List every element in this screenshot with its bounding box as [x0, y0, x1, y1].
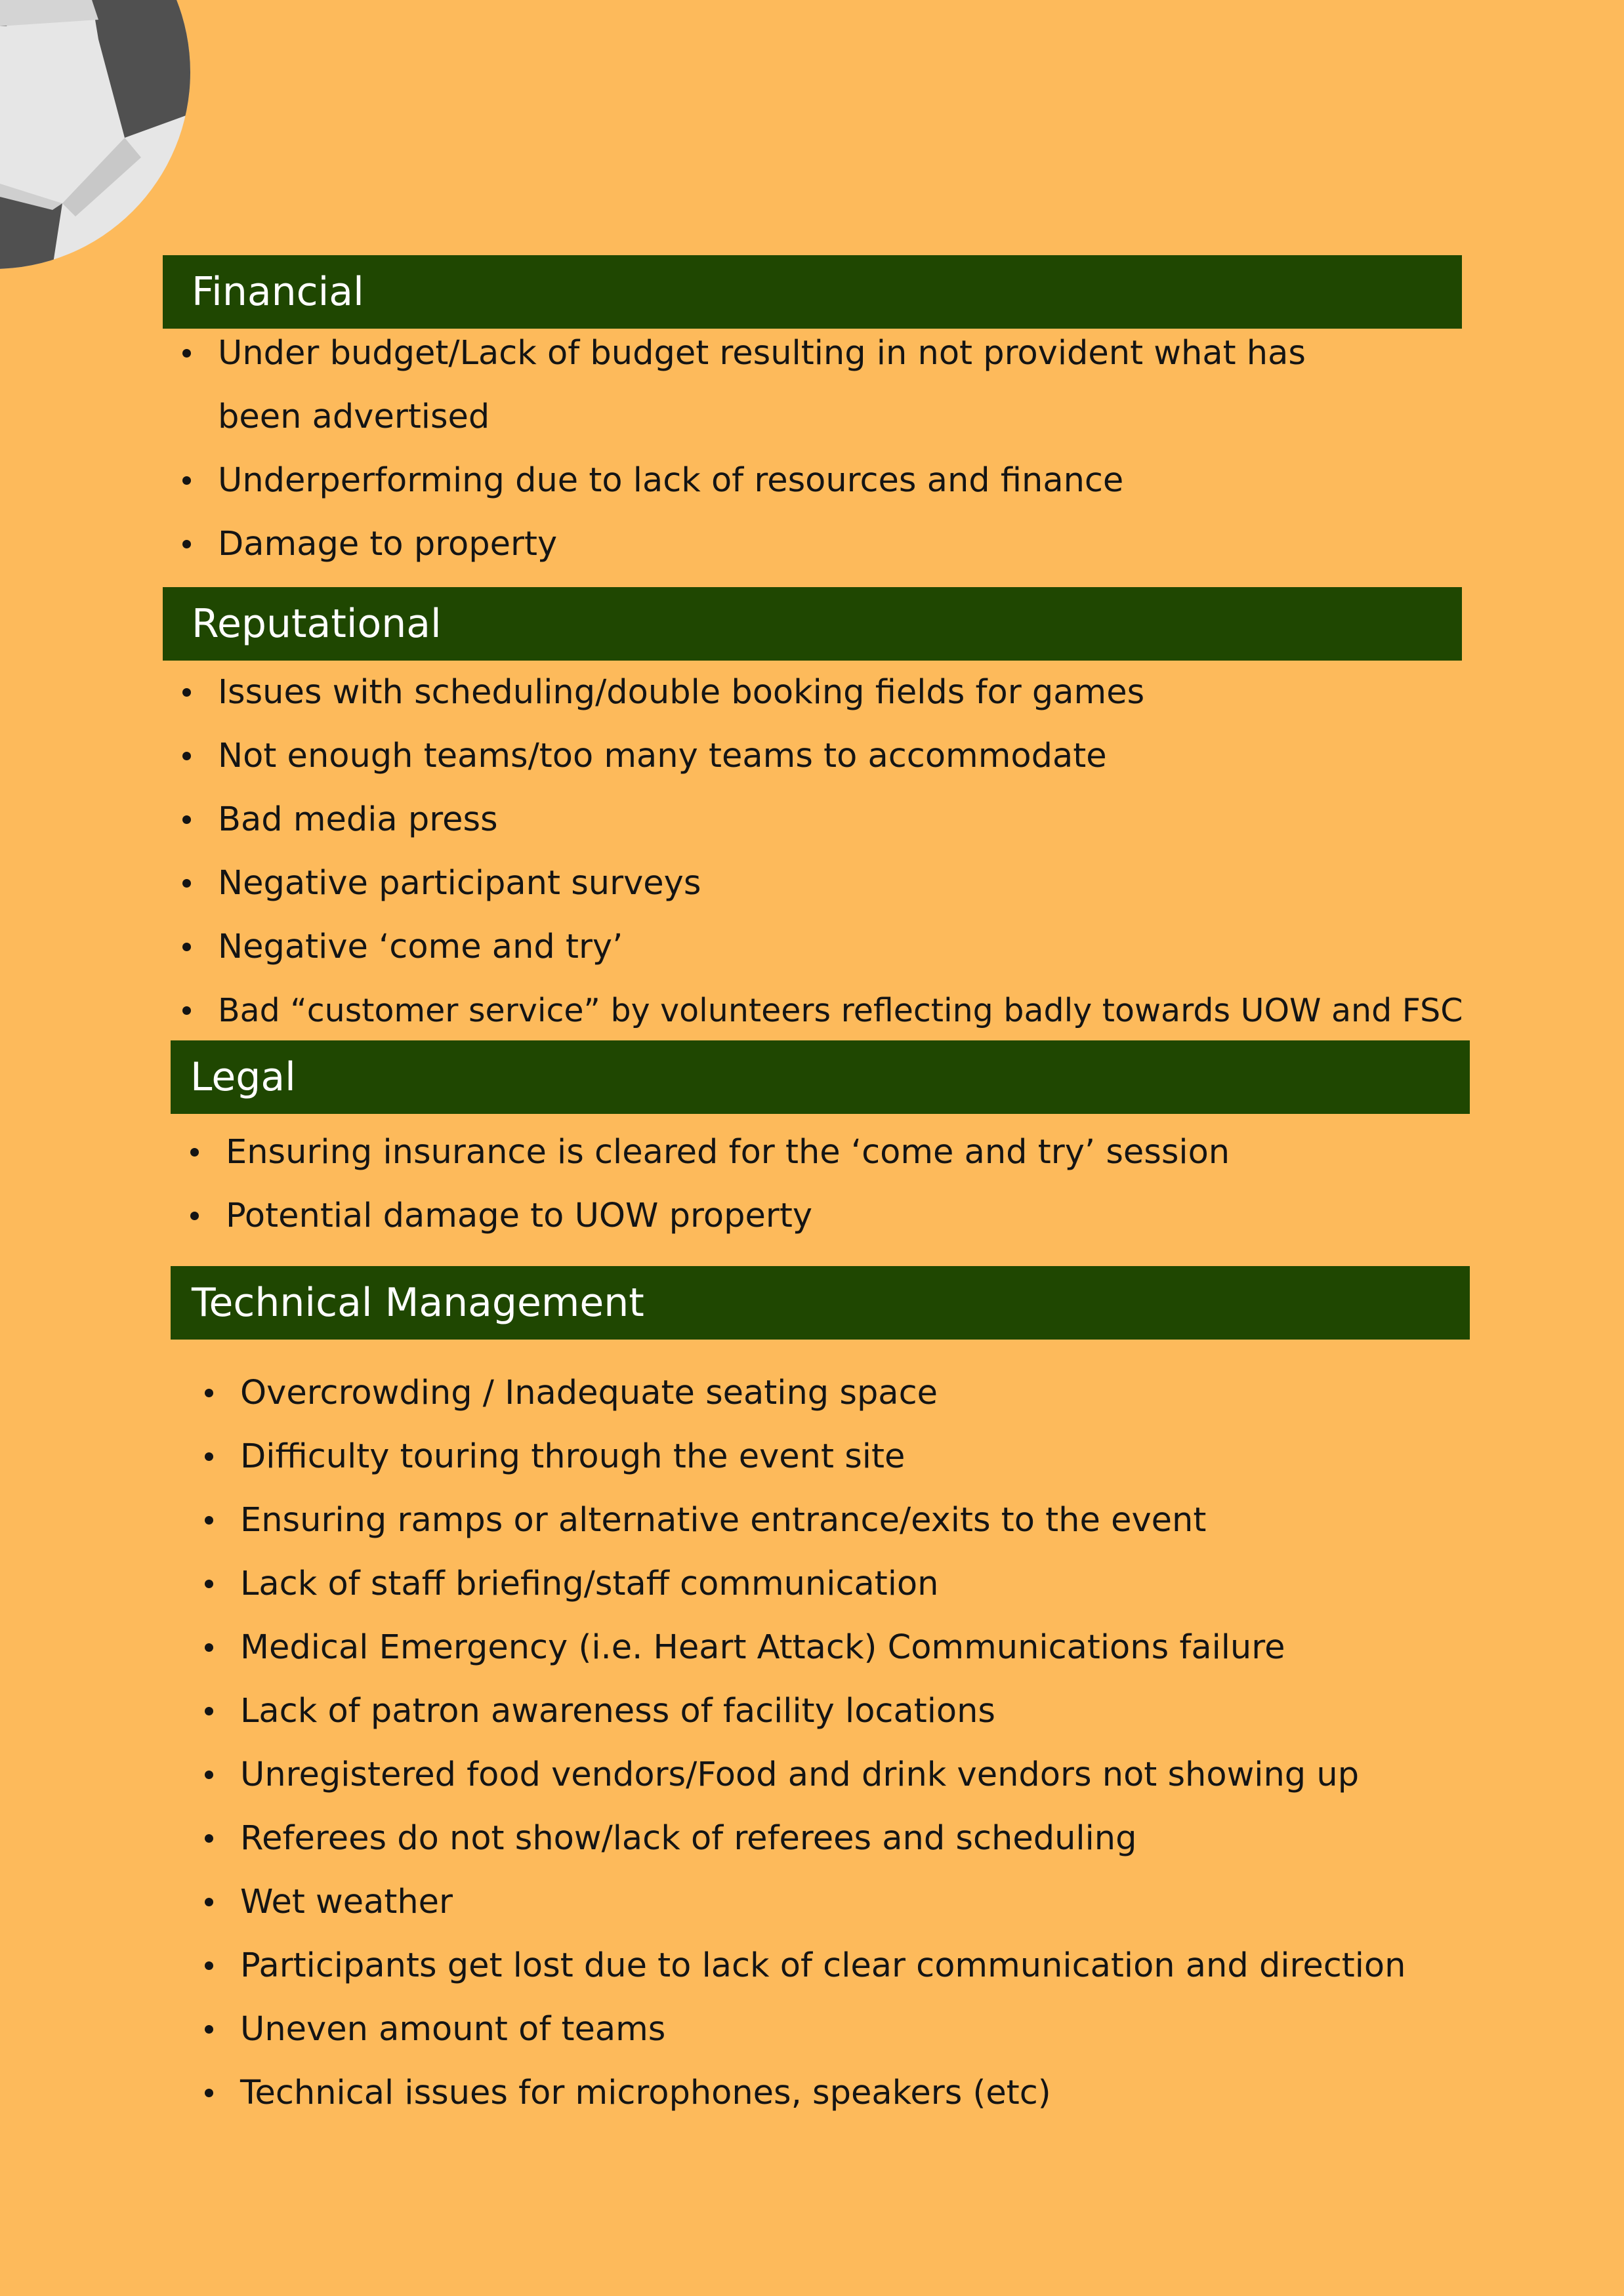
- reputational-header: [163, 587, 1462, 661]
- list-item: Ensuring ramps or alternative entrance/exits to the event: [185, 1488, 1432, 1552]
- list-item: Participants get lost due to lack of clear communication and direction: [185, 1934, 1432, 1998]
- technical-header: [171, 1266, 1470, 1340]
- list-item: Wet weather: [185, 1870, 1432, 1934]
- legal-list-clip: [171, 1114, 1470, 1266]
- list-item: Medical Emergency (i.e. Heart Attack) Communications failure: [185, 1616, 1432, 1679]
- list-item: Under budget/Lack of budget resulting in not provident what has been advertised: [163, 321, 1377, 449]
- technical-title: Technical Management: [192, 1280, 644, 1326]
- list-item: Technical issues for microphones, speakers (etc): [185, 2061, 1432, 2125]
- list-item: Lack of staff briefing/staff communication: [185, 1552, 1432, 1616]
- list-item: Uneven amount of teams: [185, 1998, 1432, 2061]
- list-item: Lack of patron awareness of facility locations: [185, 1679, 1432, 1743]
- legal-list: [171, 1120, 1417, 1248]
- financial-title: Financial: [192, 269, 364, 315]
- financial-list: [163, 321, 1377, 576]
- list-item: Ensuring insurance is cleared for the ‘come and try’ session: [171, 1120, 1417, 1184]
- legal-title: Legal: [190, 1054, 296, 1100]
- list-item: Referees do not show/lack of referees and scheduling: [185, 1807, 1432, 1870]
- list-item: Issues with scheduling/double booking fields for games: [163, 661, 1514, 724]
- financial-header: [163, 255, 1462, 329]
- list-item: Negative ‘come and try’: [163, 915, 1514, 979]
- list-item: Underperforming due to lack of resources and finance: [163, 449, 1377, 512]
- list-item: Negative participant surveys: [163, 851, 1514, 915]
- list-item: Damage to property: [163, 512, 1377, 576]
- soccer-ball-icon: [0, 0, 197, 289]
- technical-list: [185, 1361, 1432, 2125]
- list-item: Potential damage to UOW property: [171, 1184, 1417, 1248]
- legal-header: [171, 1040, 1470, 1114]
- list-item: Unregistered food vendors/Food and drink vendors not showing up: [185, 1743, 1432, 1807]
- list-item: Difficulty touring through the event site: [185, 1425, 1432, 1488]
- reputational-title: Reputational: [192, 601, 442, 647]
- list-item: Not enough teams/too many teams to accommodate: [163, 724, 1514, 788]
- list-item: Bad media press: [163, 788, 1514, 851]
- list-item: Overcrowding / Inadequate seating space: [185, 1361, 1432, 1425]
- reputational-list: [163, 661, 1514, 1042]
- list-item: Bad “customer service” by volunteers reflecting badly towards UOW and FSC: [163, 979, 1514, 1042]
